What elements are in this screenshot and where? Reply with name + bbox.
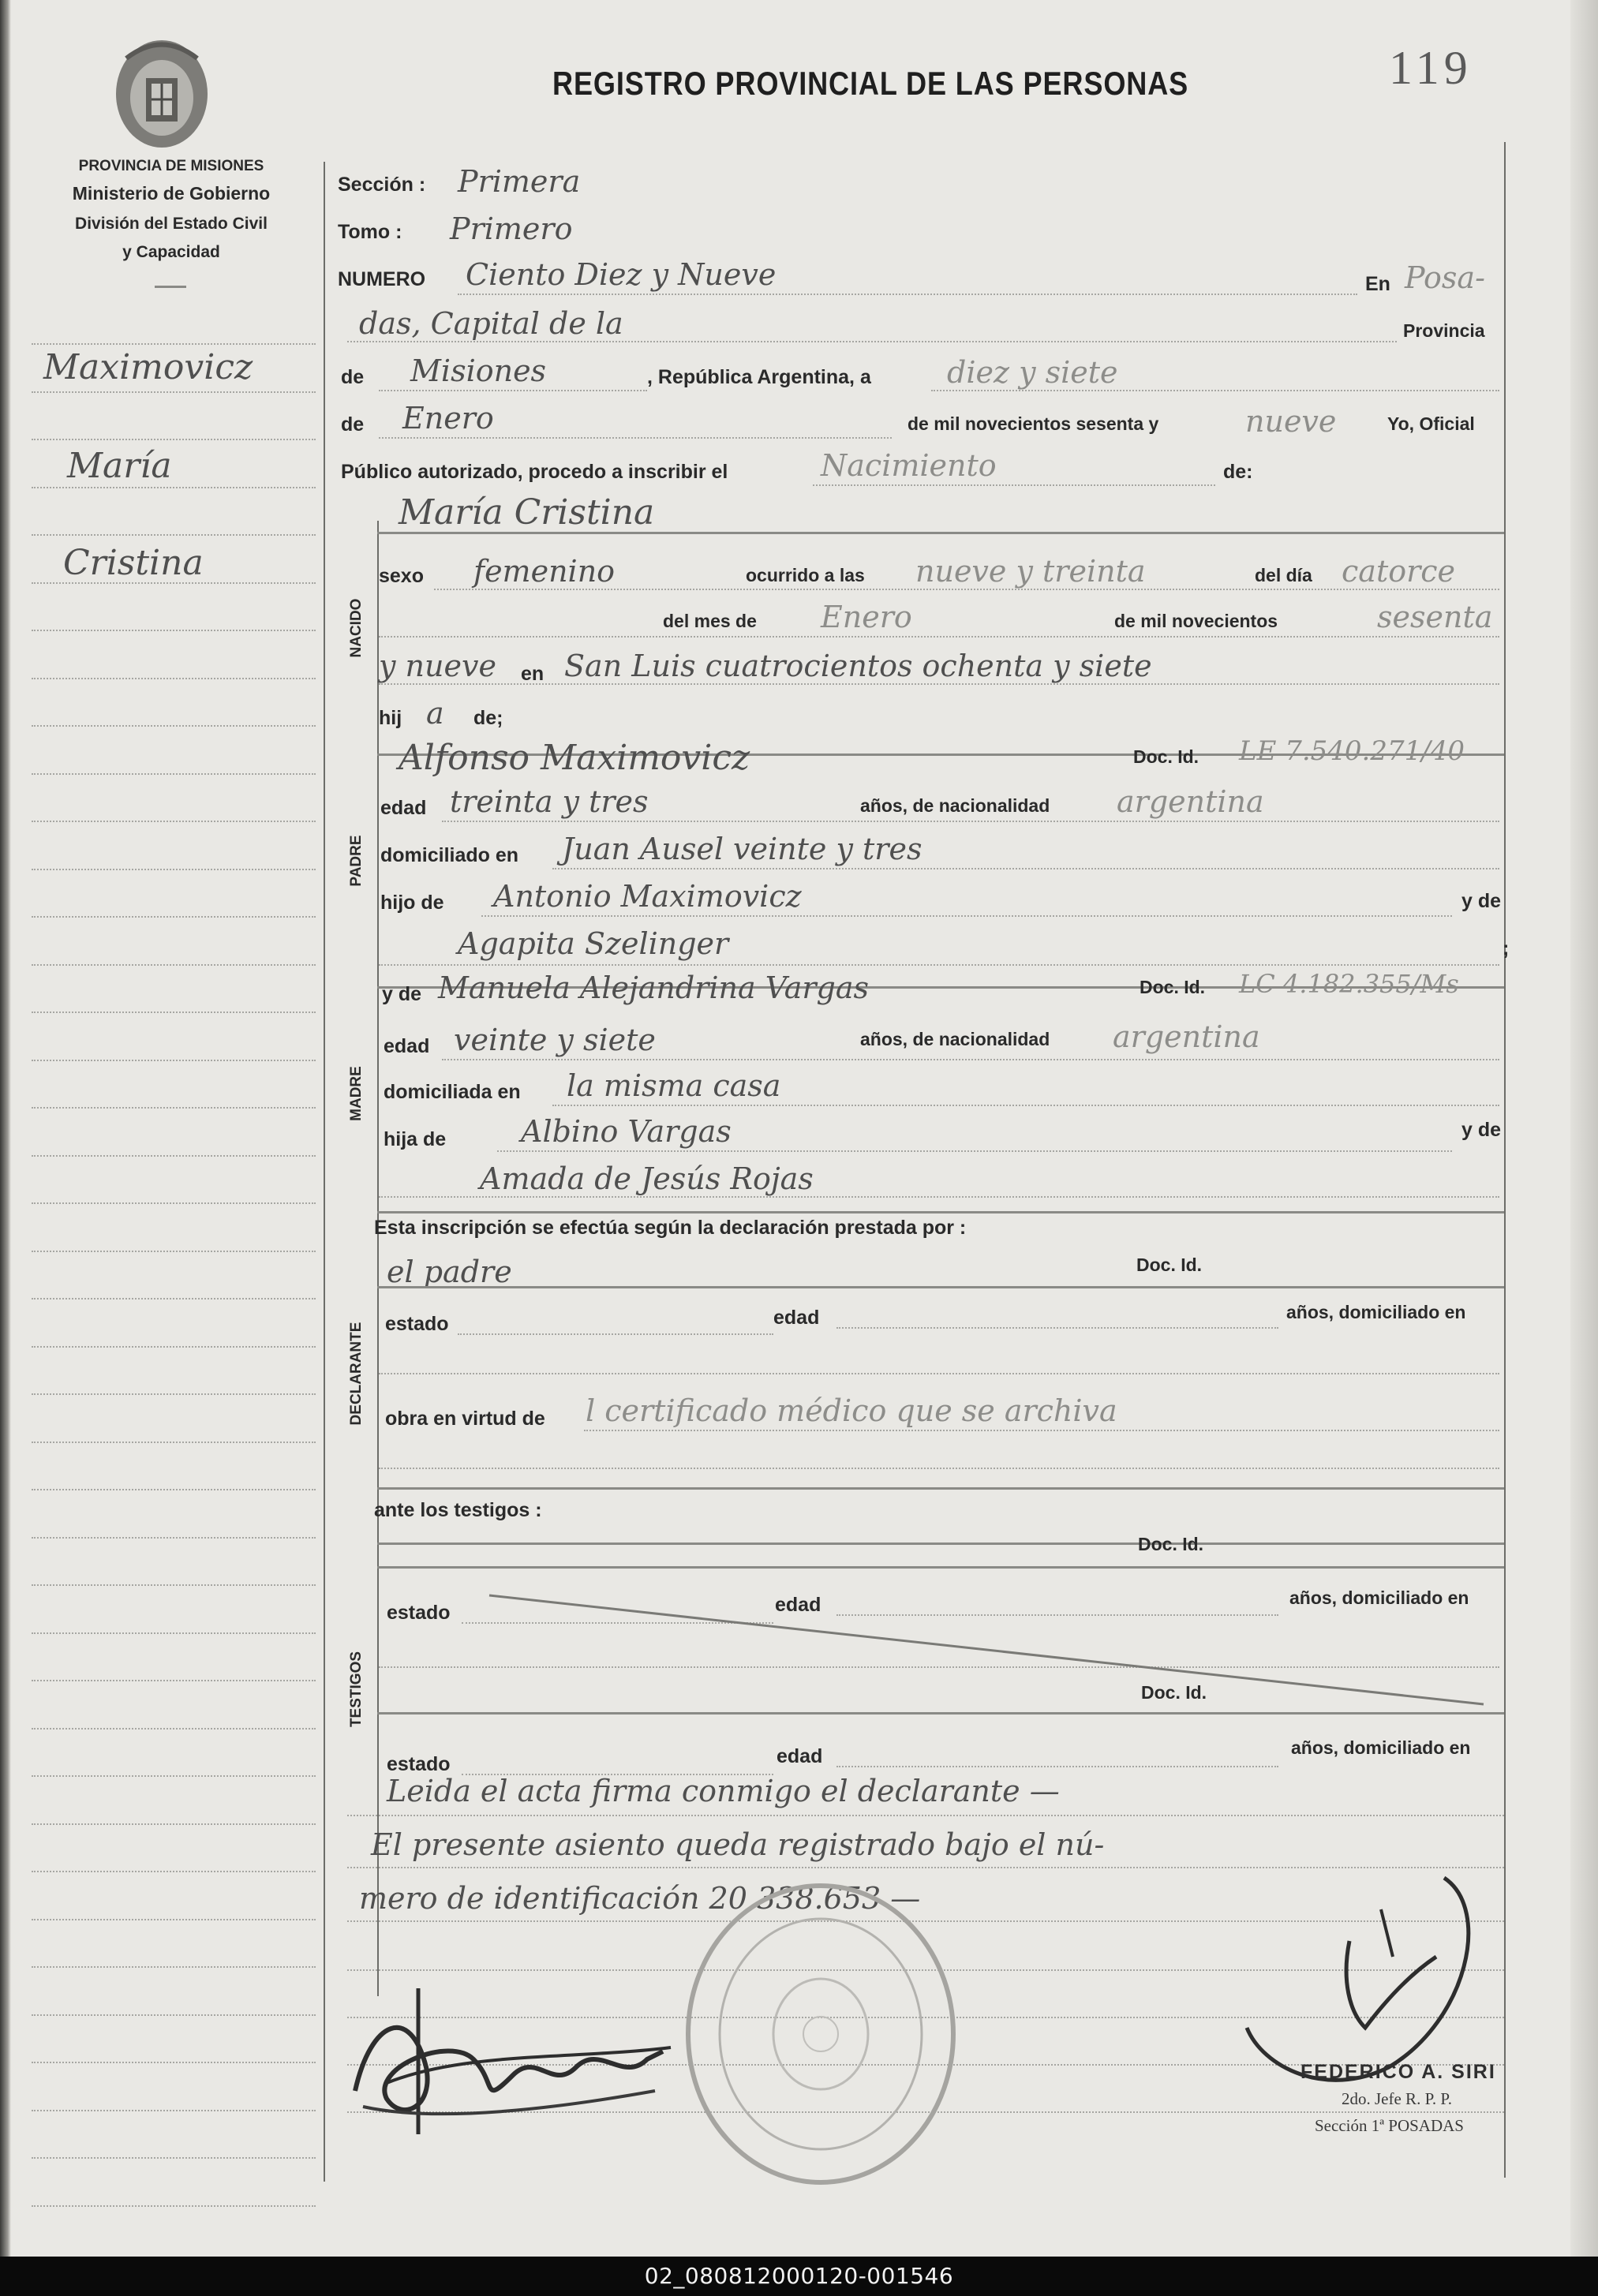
- label-testigo1-anos: años, domiciliado en: [1289, 1587, 1469, 1608]
- line-lugar: [379, 683, 1499, 685]
- value-padre-doc: LE 7.540.271/40: [1239, 735, 1465, 767]
- label-declarante-doc: Doc. Id.: [1136, 1255, 1203, 1275]
- label-padre-doc: Doc. Id.: [1133, 746, 1199, 767]
- value-en-1: Posa-: [1405, 260, 1485, 295]
- margin-ruled-line: [32, 1919, 316, 1920]
- label-en-lugar: en: [521, 663, 545, 685]
- value-madre-madre: Amada de Jesús Rojas: [480, 1161, 814, 1196]
- value-nombre: María Cristina: [399, 492, 655, 533]
- page-title: REGISTRO PROVINCIAL DE LAS PERSONAS: [552, 65, 1189, 102]
- line-provincia: [379, 390, 647, 391]
- value-hora: nueve y treinta: [915, 554, 1146, 589]
- value-dia: catorce: [1342, 554, 1456, 589]
- label-padre-edad: edad: [380, 797, 427, 819]
- margin-ruled-line: [32, 678, 316, 679]
- margin-ruled-line: [32, 1251, 316, 1252]
- official-section: Sección 1ª POSADAS: [1315, 2116, 1464, 2135]
- gov-line-division: División del Estado Civil: [75, 215, 268, 233]
- line-nombre: [377, 532, 1504, 534]
- value-declarante-obra: l certificado médico que se archiva: [586, 1393, 1117, 1428]
- label-de-colon: de:: [1223, 461, 1253, 483]
- value-declarante-nombre: el padre: [387, 1255, 512, 1289]
- label-testigo1-estado: estado: [387, 1602, 451, 1624]
- margin-ruled-line: [32, 2062, 316, 2063]
- file-id-caption: 02_080812000120-001546: [0, 2257, 1598, 2296]
- label-madre-nacionalidad: años, de nacionalidad: [860, 1029, 1050, 1049]
- margin-ruled-line: [32, 1871, 316, 1872]
- line-declarante-extra: [379, 1468, 1499, 1469]
- label-testigo2-edad: edad: [777, 1745, 823, 1767]
- value-lugar: San Luis cuatrocientos ochenta y siete: [564, 649, 1152, 683]
- label-tomo: Tomo :: [338, 221, 402, 243]
- value-padre-domicilio: Juan Ausel veinte y tres: [562, 832, 922, 866]
- line-numero: [458, 294, 1357, 295]
- gov-underline: [155, 286, 186, 288]
- line-testigo2-nombre: [377, 1712, 1504, 1715]
- margin-ruled-line: [32, 1584, 316, 1586]
- margin-ruled-line: [32, 1680, 316, 1681]
- label-madre: MADRE: [348, 1066, 365, 1121]
- value-seccion: Primera: [458, 164, 581, 199]
- label-madre-domicilio: domiciliada en: [384, 1081, 521, 1103]
- label-de-semi: de;: [473, 707, 503, 729]
- margin-ruled-line: [32, 1442, 316, 1443]
- label-sexo: sexo: [379, 565, 424, 587]
- gov-line-capacity: y Capacidad: [122, 243, 220, 261]
- value-padre-edad: treinta y tres: [450, 784, 649, 819]
- value-anio-nac-1: sesenta: [1377, 600, 1493, 634]
- margin-ruled-line: [32, 534, 316, 536]
- margin-ruled-line: [32, 773, 316, 775]
- label-declarante: DECLARANTE: [348, 1322, 365, 1426]
- margin-ruled-line: [32, 1012, 316, 1013]
- line-note-1: [347, 1815, 1504, 1816]
- gov-line-province: PROVINCIA DE MISIONES: [78, 158, 264, 174]
- line-declarante-obra: [584, 1430, 1499, 1431]
- divider-declarante-end: [377, 1487, 1504, 1490]
- value-padre-nombre: Alfonso Maximovicz: [399, 738, 750, 778]
- margin-ruled-line: [32, 487, 316, 488]
- margin-ruled-line: [32, 1155, 316, 1157]
- line-testigo2-edad: [836, 1766, 1278, 1767]
- label-seccion: Sección :: [338, 174, 426, 196]
- label-ante-testigos: ante los testigos :: [374, 1499, 542, 1521]
- label-esta-inscripcion: Esta inscripción se efectúa según la declaración prestada por :: [374, 1217, 967, 1239]
- margin-ruled-line: [32, 2157, 316, 2159]
- official-name: FEDERICO A. SIRI: [1300, 2061, 1496, 2083]
- margin-ruled-line: [32, 2205, 316, 2207]
- value-hij-suffix: a: [426, 696, 444, 731]
- margin-ruled-line: [32, 1107, 316, 1109]
- section-left-rule: [377, 521, 379, 1996]
- line-declarante-nombre: [377, 1286, 1504, 1288]
- page-number: 119: [1389, 42, 1473, 94]
- coat-of-arms-icon: [110, 35, 213, 153]
- margin-divider: [324, 162, 325, 2182]
- margin-ruled-line: [32, 2110, 316, 2111]
- label-madre-doc: Doc. Id.: [1140, 977, 1206, 997]
- margin-ruled-line: [32, 1202, 316, 1204]
- line-testigo1-nombre: [377, 1566, 1504, 1569]
- label-padre-domicilio: domiciliado en: [380, 844, 519, 866]
- value-acto: Nacimiento: [821, 448, 997, 483]
- label-testigos: TESTIGOS: [348, 1651, 365, 1728]
- line-fecha-dia: [931, 390, 1499, 391]
- value-madre-padre: Albino Vargas: [521, 1114, 732, 1149]
- page-binding-edge: [0, 0, 11, 2257]
- margin-ruled-line: [32, 725, 316, 727]
- declarant-signature-icon: [339, 1973, 687, 2146]
- margin-ruled-line: [32, 1537, 316, 1539]
- label-testigo1-doc: Doc. Id.: [1138, 1534, 1204, 1554]
- margin-ruled-line: [32, 964, 316, 966]
- line-padre-madre: [379, 964, 1499, 966]
- label-yo-oficial: Yo, Oficial: [1387, 413, 1475, 434]
- line-declarante-edad: [836, 1327, 1278, 1329]
- margin-ruled-line: [32, 391, 316, 393]
- padre-semicolon: ;: [1503, 937, 1510, 959]
- label-madre-edad: edad: [384, 1035, 430, 1057]
- margin-ruled-line: [32, 630, 316, 631]
- margin-ruled-line: [32, 1346, 316, 1348]
- divider-madre-text: [377, 1211, 1504, 1213]
- margin-ruled-line: [32, 916, 316, 918]
- margin-first-name: María: [67, 446, 172, 486]
- margin-ruled-line: [32, 2014, 316, 2016]
- line-sexo: [434, 589, 1499, 590]
- label-declarante-estado: estado: [385, 1313, 449, 1335]
- margin-ruled-line: [32, 1298, 316, 1299]
- margin-ruled-line: [32, 1823, 316, 1825]
- line-declarante-domicilio: [379, 1373, 1499, 1374]
- label-padre: PADRE: [348, 835, 365, 887]
- label-numero: NUMERO: [338, 268, 426, 290]
- value-mes-nac: Enero: [821, 600, 912, 634]
- label-madre-y-de: y de: [1461, 1119, 1502, 1141]
- label-de-provincia: de: [341, 366, 365, 388]
- gov-line-ministry: Ministerio de Gobierno: [72, 183, 271, 204]
- label-testigo2-anos: años, domiciliado en: [1291, 1737, 1471, 1758]
- value-madre-edad: veinte y siete: [454, 1023, 656, 1057]
- witness-strike-line: [473, 1586, 1499, 1712]
- line-en: [347, 341, 1397, 342]
- label-padre-nacionalidad: años, de nacionalidad: [860, 795, 1050, 816]
- margin-ruled-line: [32, 1966, 316, 1968]
- label-declarante-obra: obra en virtud de: [385, 1408, 545, 1430]
- value-tomo: Primero: [450, 211, 573, 246]
- margin-ruled-line: [32, 821, 316, 822]
- value-anio-nac-2: y nueve: [379, 649, 496, 683]
- label-testigo2-doc: Doc. Id.: [1141, 1682, 1207, 1703]
- label-del-mes: del mes de: [663, 611, 757, 631]
- right-frame-line: [1504, 142, 1506, 2178]
- divider-testigos: [377, 1543, 1504, 1545]
- value-mes: Enero: [402, 401, 494, 436]
- margin-ruled-line: [32, 1728, 316, 1729]
- label-de-mil-sesenta: de mil novecientos sesenta y: [908, 413, 1159, 434]
- value-madre-nombre: Manuela Alejandrina Vargas: [438, 970, 869, 1005]
- value-padre-nacionalidad: argentina: [1117, 784, 1264, 819]
- margin-ruled-line: [32, 343, 316, 345]
- note-line-3: mero de identificación 20.338.653 —: [359, 1881, 921, 1916]
- label-republica: , República Argentina, a: [647, 366, 871, 388]
- margin-ruled-line: [32, 1489, 316, 1490]
- value-madre-nacionalidad: argentina: [1113, 1019, 1260, 1054]
- value-padre-madre: Agapita Szelinger: [458, 926, 729, 961]
- label-de-mil-novecientos: de mil novecientos: [1114, 611, 1278, 631]
- line-mes: [379, 437, 892, 439]
- line-acto: [813, 484, 1215, 486]
- label-madre-hija-de: hija de: [384, 1128, 447, 1150]
- value-en-2: das, Capital de la: [359, 306, 623, 341]
- margin-ruled-line: [32, 1775, 316, 1777]
- official-seal-icon: [679, 1876, 963, 2192]
- line-padre-edad: [442, 821, 1499, 822]
- official-role: 2do. Jefe R. P. P.: [1342, 2089, 1453, 2108]
- label-padre-y-de: y de: [1461, 890, 1502, 912]
- value-sexo: femenino: [473, 554, 616, 589]
- line-mes-nac: [379, 636, 1499, 638]
- margin-ruled-line: [32, 869, 316, 870]
- label-nacido: NACIDO: [348, 598, 365, 658]
- value-madre-domicilio: la misma casa: [567, 1068, 781, 1103]
- margin-ruled-line: [32, 1393, 316, 1395]
- label-publico: Público autorizado, procedo a inscribir el: [341, 461, 728, 483]
- label-del-dia: del día: [1255, 565, 1312, 585]
- line-madre-hija-de: [497, 1150, 1452, 1152]
- value-madre-doc: LC 4.182.355/Ms: [1239, 969, 1459, 999]
- label-provincia: Provincia: [1403, 320, 1485, 341]
- value-numero: Ciento Diez y Nueve: [466, 257, 777, 292]
- line-madre-madre: [379, 1196, 1499, 1198]
- value-fecha-dia: diez y siete: [947, 355, 1118, 390]
- note-line-1: Leida el acta firma conmigo el declarante —: [387, 1774, 1060, 1808]
- label-de-mes: de: [341, 413, 365, 436]
- line-padre-hijo-de: [481, 915, 1452, 917]
- margin-ruled-line: [32, 1060, 316, 1061]
- margin-ruled-line: [32, 439, 316, 440]
- margin-second-name: Cristina: [63, 543, 204, 583]
- label-testigo2-estado: estado: [387, 1753, 451, 1775]
- value-anio: nueve: [1245, 404, 1337, 439]
- label-declarante-anos: años, domiciliado en: [1286, 1302, 1466, 1322]
- value-provincia: Misiones: [410, 353, 547, 388]
- line-madre-domicilio: [552, 1105, 1499, 1106]
- label-madre-y-de: y de: [382, 983, 422, 1005]
- margin-ruled-line: [32, 1632, 316, 1634]
- line-madre-edad: [442, 1059, 1499, 1060]
- label-declarante-edad: edad: [773, 1307, 820, 1329]
- label-en: En: [1365, 273, 1390, 295]
- label-hij: hij: [379, 707, 402, 729]
- note-line-2: El presente asiento queda registrado bajo el nú-: [371, 1827, 1105, 1862]
- line-padre-domicilio: [552, 868, 1499, 869]
- value-padre-padre: Antonio Maximovicz: [493, 879, 802, 914]
- label-testigo1-edad: edad: [775, 1594, 821, 1616]
- margin-surname: Maximovicz: [43, 347, 253, 387]
- label-padre-hijo-de: hijo de: [380, 892, 444, 914]
- line-declarante-estado: [458, 1333, 773, 1335]
- label-ocurrido: ocurrido a las: [746, 565, 865, 585]
- page-right-edge: [1570, 0, 1598, 2257]
